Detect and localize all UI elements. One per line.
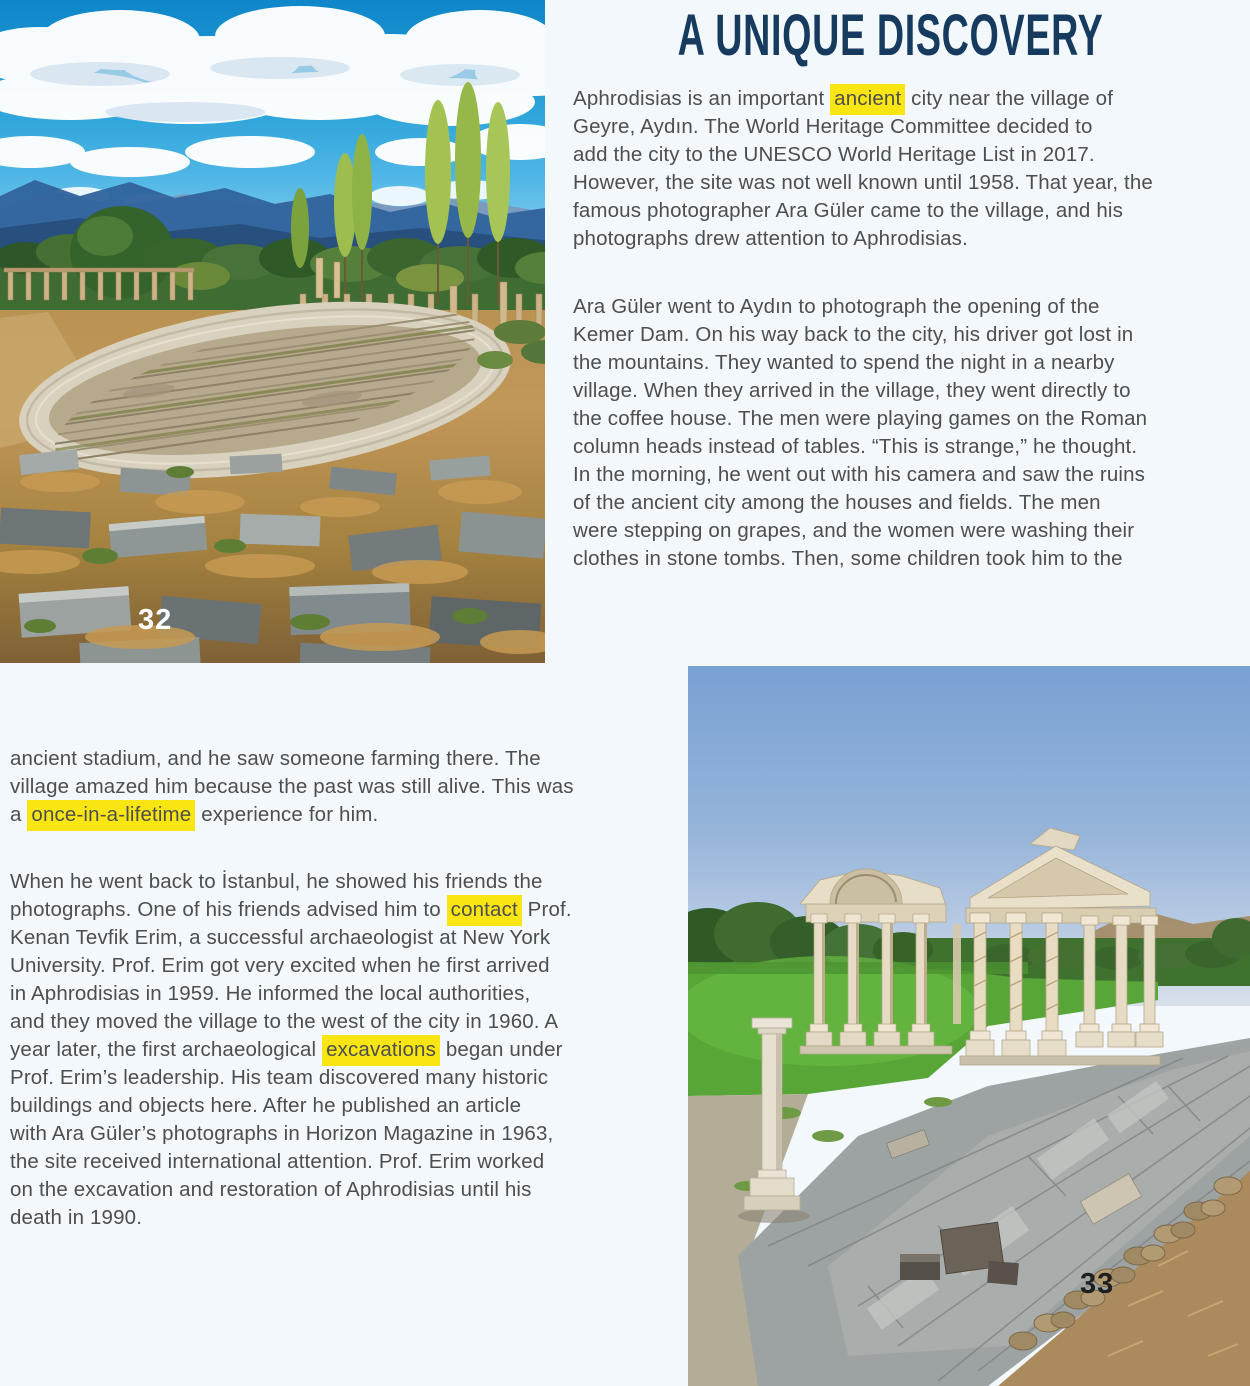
text-segment: village. When they arrived in the village, they went directly to — [573, 379, 1131, 402]
text-segment: ancient stadium, and he saw someone farming there. The — [10, 747, 541, 770]
text-segment: began under — [439, 1038, 563, 1061]
paragraph-stadium — [10, 745, 670, 829]
text-line — [573, 377, 1241, 405]
highlighted-word: excavations — [322, 1035, 440, 1066]
text-segment: year later, the first archaeological — [10, 1038, 323, 1061]
text-line — [10, 1148, 670, 1176]
text-segment: the site received international attention. Prof. Erim worked — [10, 1150, 545, 1173]
text-segment: and they moved the village to the west of the city in 1960. A — [10, 1010, 559, 1033]
highlighted-word: contact — [447, 895, 522, 926]
text-segment: with Ara Güler’s photographs in Horizon Magazine in 1963, — [10, 1122, 554, 1145]
stadium-photo — [0, 0, 545, 663]
text-segment: In the morning, he went out with his camera and saw the ruins — [573, 463, 1146, 486]
text-line — [10, 773, 670, 801]
text-segment: University. Prof. Erim got very excited when he first arrived — [10, 954, 550, 977]
text-segment: buildings and objects here. After he published an article — [10, 1094, 522, 1117]
text-segment: on the excavation and restoration of Aphrodisias until his — [10, 1178, 532, 1201]
text-segment: Prof. — [521, 898, 572, 921]
text-segment: city near the village of — [905, 87, 1114, 110]
text-line — [10, 924, 670, 952]
text-line — [10, 1120, 670, 1148]
text-line — [573, 489, 1241, 517]
text-line — [10, 1036, 670, 1064]
tetrapylon-photo-art — [688, 666, 1250, 1386]
text-line — [573, 113, 1241, 141]
page-number-right: 33 — [1080, 1268, 1115, 1300]
text-segment: the coffee house. The men were playing games on the Roman — [573, 407, 1148, 430]
tetrapylon-photo — [688, 666, 1250, 1386]
text-segment: photographs. One of his friends advised him to — [10, 898, 447, 921]
text-segment: Aphrodisias is an important — [573, 87, 831, 110]
text-line — [10, 868, 670, 896]
text-line — [10, 1008, 670, 1036]
text-line — [573, 141, 1241, 169]
text-line — [573, 405, 1241, 433]
text-line — [573, 197, 1241, 225]
text-segment: Ara Güler went to Aydın to photograph the opening of the — [573, 295, 1100, 318]
text-line — [573, 517, 1241, 545]
text-line — [573, 225, 1241, 253]
text-segment: in Aphrodisias in 1959. He informed the local authorities, — [10, 982, 531, 1005]
highlighted-word: once-in-a-lifetime — [27, 800, 195, 831]
text-segment: When he went back to İstanbul, he showed his friends the — [10, 870, 543, 893]
text-line — [573, 169, 1241, 197]
text-line — [10, 1064, 670, 1092]
stadium-photo-art — [0, 0, 545, 663]
text-segment: the mountains. They wanted to spend the night in a nearby — [573, 351, 1115, 374]
text-segment: clothes in stone tombs. Then, some children took him to the — [573, 547, 1123, 570]
text-segment: add the city to the UNESCO World Heritage List in 2017. — [573, 143, 1095, 166]
text-segment: a — [10, 803, 28, 826]
text-line — [10, 1092, 670, 1120]
text-line — [10, 980, 670, 1008]
text-line — [10, 801, 670, 829]
text-line — [573, 461, 1241, 489]
page-title — [563, 3, 1161, 68]
text-segment: village amazed him because the past was still alive. This was — [10, 775, 574, 798]
paragraph-excavations — [10, 868, 670, 1232]
text-line — [573, 433, 1241, 461]
text-segment: experience for him. — [195, 803, 379, 826]
page-title-text: A UNIQUE DISCOVERY — [677, 3, 1104, 68]
text-line — [10, 1204, 670, 1232]
text-line — [573, 293, 1241, 321]
text-segment: Kemer Dam. On his way back to the city, his driver got lost in — [573, 323, 1134, 346]
text-line — [10, 1176, 670, 1204]
text-segment: of the ancient city among the houses and fields. The men — [573, 491, 1101, 514]
paragraph-intro — [573, 85, 1241, 253]
text-line — [10, 952, 670, 980]
page-number-left: 32 — [138, 604, 173, 636]
text-line — [10, 896, 670, 924]
text-segment: famous photographer Ara Güler came to the village, and his — [573, 199, 1123, 222]
highlighted-word: ancient — [830, 84, 905, 115]
text-line — [573, 85, 1241, 113]
text-line — [10, 745, 670, 773]
text-segment: Kenan Tevfik Erim, a successful archaeologist at New York — [10, 926, 551, 949]
text-line — [573, 545, 1241, 573]
text-line — [573, 321, 1241, 349]
text-segment: photographs drew attention to Aphrodisias. — [573, 227, 968, 250]
text-segment: Prof. Erim’s leadership. His team discovered many historic — [10, 1066, 549, 1089]
paragraph-journey — [573, 293, 1241, 573]
text-segment: However, the site was not well known until 1958. That year, the — [573, 171, 1153, 194]
text-line — [573, 349, 1241, 377]
text-segment: Geyre, Aydın. The World Heritage Committee decided to — [573, 115, 1093, 138]
text-segment: column heads instead of tables. “This is strange,” he thought. — [573, 435, 1138, 458]
text-segment: death in 1990. — [10, 1206, 143, 1229]
text-segment: were stepping on grapes, and the women were washing their — [573, 519, 1135, 542]
